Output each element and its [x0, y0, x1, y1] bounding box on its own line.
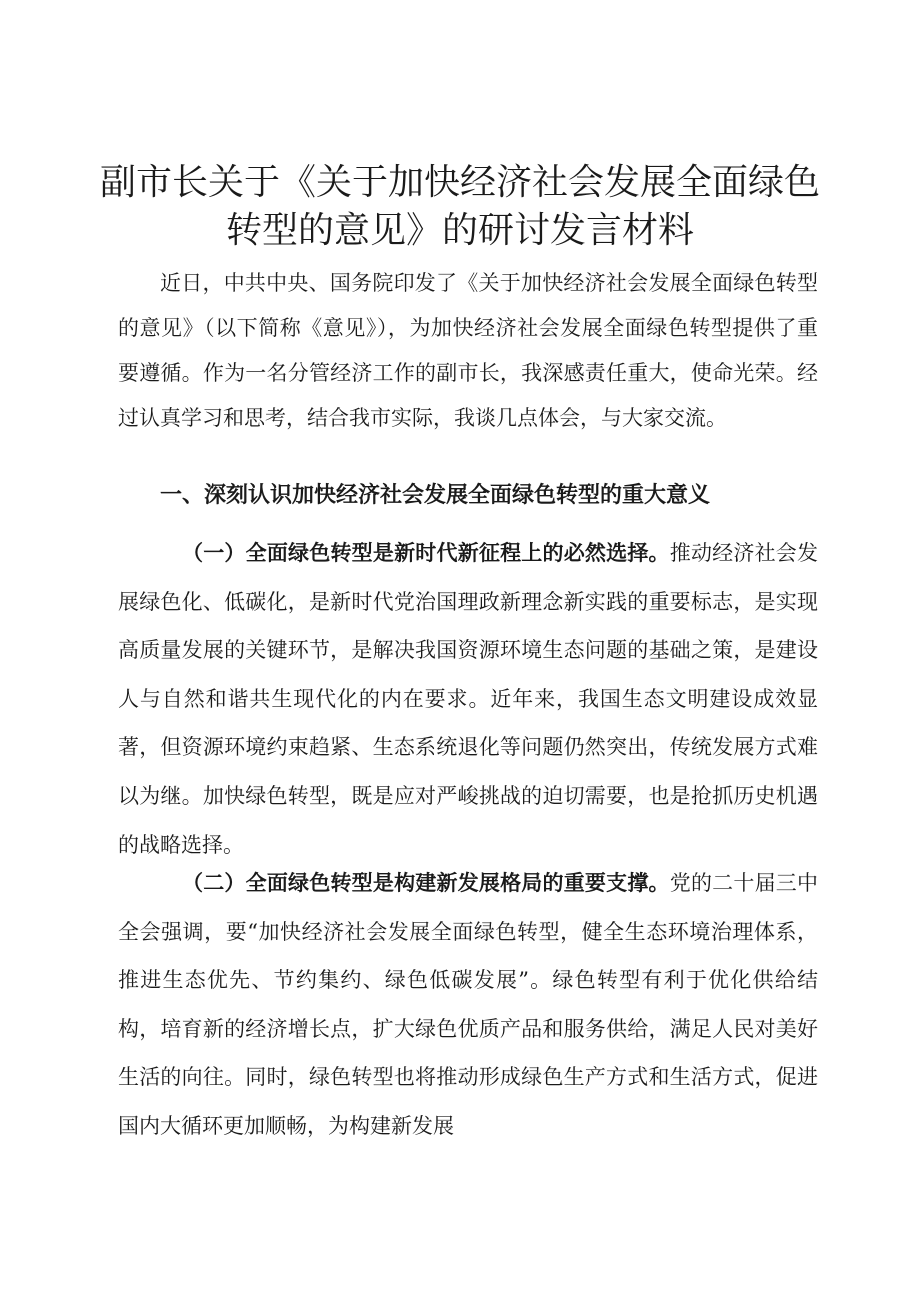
document-title-line2: 转型的意见》的研讨发言材料 — [225, 210, 694, 251]
subsection2-body: 党的二十届三中全会强调，要“加快经济社会发展全面绿色转型，健全生态环境治理体系，推进生态优先、节约集约、绿色低碳发展”。绿色转型有利于优化供给结构，培育新的经济增长点，扩大绿色优质产品和服务供给，满足人民对美好生活的向往。同时，绿色转型也将推动形成绿色生产方式和生活方式，促进国内大循环更加顺畅，为构建新发展 — [118, 871, 819, 1138]
subsection1-paragraph — [118, 529, 818, 869]
subsection1-lead: （一）全面绿色转型是新时代新征程上的必然选择。 — [182, 540, 670, 565]
subsection2-lead: （二）全面绿色转型是构建新发展格局的重要支撑。 — [182, 870, 670, 895]
document-title-line1: 副市长关于《关于加快经济社会发展全面绿色 — [100, 162, 821, 203]
section1-heading: 一、深刻认识加快经济社会发展全面绿色转型的重大意义 — [160, 483, 711, 508]
subsection2-paragraph — [118, 859, 818, 1151]
subsection1-body: 推动经济社会发展绿色化、低碳化，是新时代党治国理政新理念新实践的重要标志，是实现高质量发展的关键环节，是解决我国资源环境生态问题的基础之策，是建设人与自然和谐共生现代化的内在要求。近年来，我国生态文明建设成效显著，但资源环境约束趋紧、生态系统退化等问题仍然突出，传统发展方式难以为继。加快绿色转型，既是应对严峻挑战的迫切需要，也是抢抓历史机遇的战略选择。 — [118, 541, 819, 857]
intro-paragraph: 近日，中共中央、国务院印发了《关于加快经济社会发展全面绿色转型的意见》（以下简称《意见》），为加快经济社会发展全面绿色转型提供了重要遵循。作为一名分管经济工作的副市长，我深感责任重大，使命光荣。经过认真学习和思考，结合我市实际，我谈几点体会，与大家交流。 — [118, 271, 818, 430]
